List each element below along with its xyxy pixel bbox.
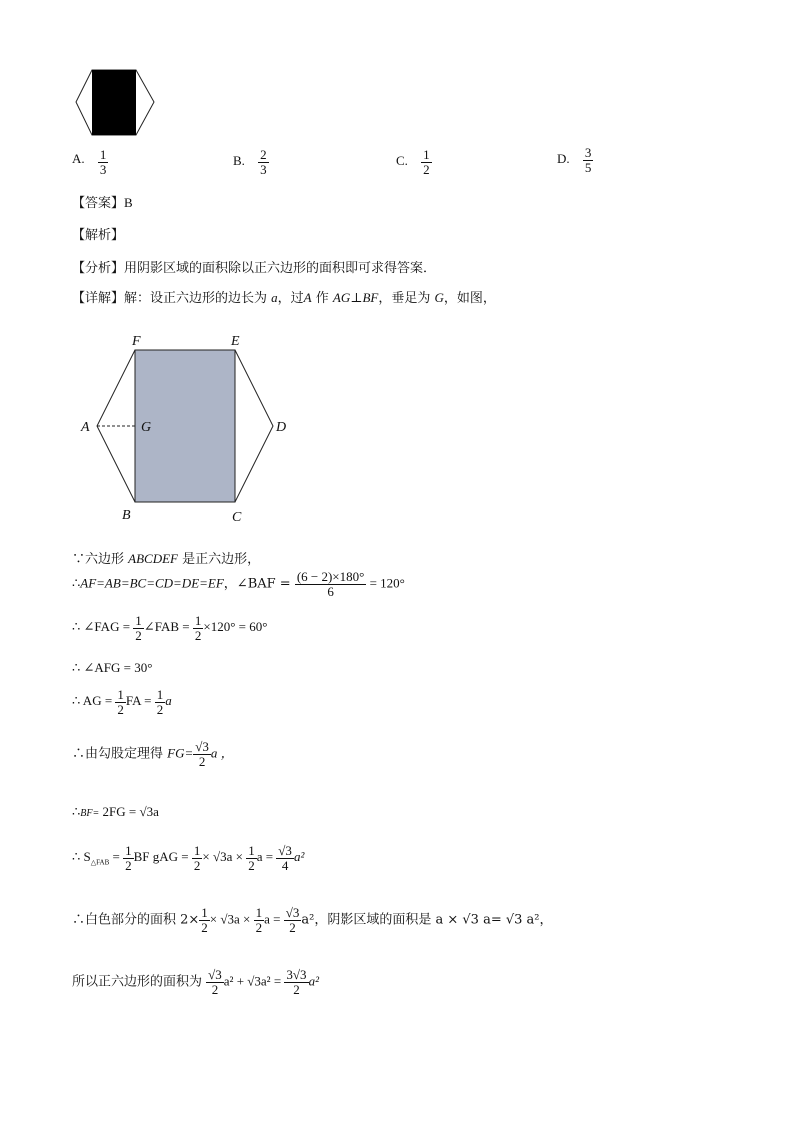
choice-d[interactable]: D. $\frac{3}{5}$ (557, 145, 592, 175)
answer-line (72, 192, 133, 211)
choice-a[interactable]: A. $\frac{1}{3}$ (72, 147, 107, 177)
step-8: ∴ $S_{\triangle FAB}$ = $\frac{1}{2}$ BF gAG = $\frac{1}{2}$ × √3a × $\frac{1}{2}$ a = $\frac{√3}{4}$ a² (72, 843, 305, 873)
step-6: ∴由勾股定理得 FG= $\frac{√3}{2}$ a ， (72, 739, 234, 769)
small-hexagon-figure (74, 68, 156, 138)
step-1: ∵六边形 ABCDEF 是正六边形， (72, 551, 261, 567)
choice-b[interactable]: B. $\frac{2}{3}$ (233, 147, 267, 177)
label-C: C (232, 510, 242, 525)
label-D: D (276, 420, 287, 435)
step-7: ∴BF= 2FG = √3a (72, 804, 159, 820)
answer-label: 【答案】 (72, 196, 125, 211)
step-3: ∴ ∠FAG = $\frac{1}{2}$ ∠FAB = $\frac{1}{2}$ ×120° = 60° (72, 613, 268, 643)
label-G: G (141, 420, 152, 435)
step-2: ∴AF=AB=BC=CD=DE=EF，∠BAF = $\frac{(6 - 2)\times 180^\circ}{6}$ = 120° (72, 569, 405, 599)
choice-c[interactable]: C. $\frac{1}{2}$ (396, 147, 430, 177)
answer-value: B (124, 195, 133, 210)
label-A: A (81, 420, 90, 435)
label-E: E (231, 334, 240, 349)
xiangjie-line: 【详解】解：设正六边形的边长为 a，过A 作 AG⊥BF，垂足为 G，如图， (72, 290, 496, 306)
label-B: B (122, 508, 131, 523)
analysis-label: 【解析】 (72, 228, 125, 243)
fenxi-line: 【分析】用阴影区域的面积除以正六边形的面积即可求得答案． (72, 261, 437, 276)
step-5: ∴ AG = $\frac{1}{2}$ FA = $\frac{1}{2}$ a (72, 687, 172, 717)
small-hexagon-shade (92, 70, 136, 135)
hexagon-figure (78, 330, 298, 530)
label-F: F (132, 334, 141, 349)
step-10: 所以正六边形的面积为 $\frac{√3}{2}$ a² + √3a² = $\frac{3√3}{2}$ a² (72, 967, 319, 997)
step-9: ∴白色部分的面积 2× $\frac{1}{2}$ × √3a × $\frac{1}{2}$ a = $\frac{√3}{2}$ a²，阴影区域的面积是 a × √3 a= √3 a²， (72, 905, 553, 935)
step-4: ∴ ∠AFG = 30° (72, 660, 153, 675)
